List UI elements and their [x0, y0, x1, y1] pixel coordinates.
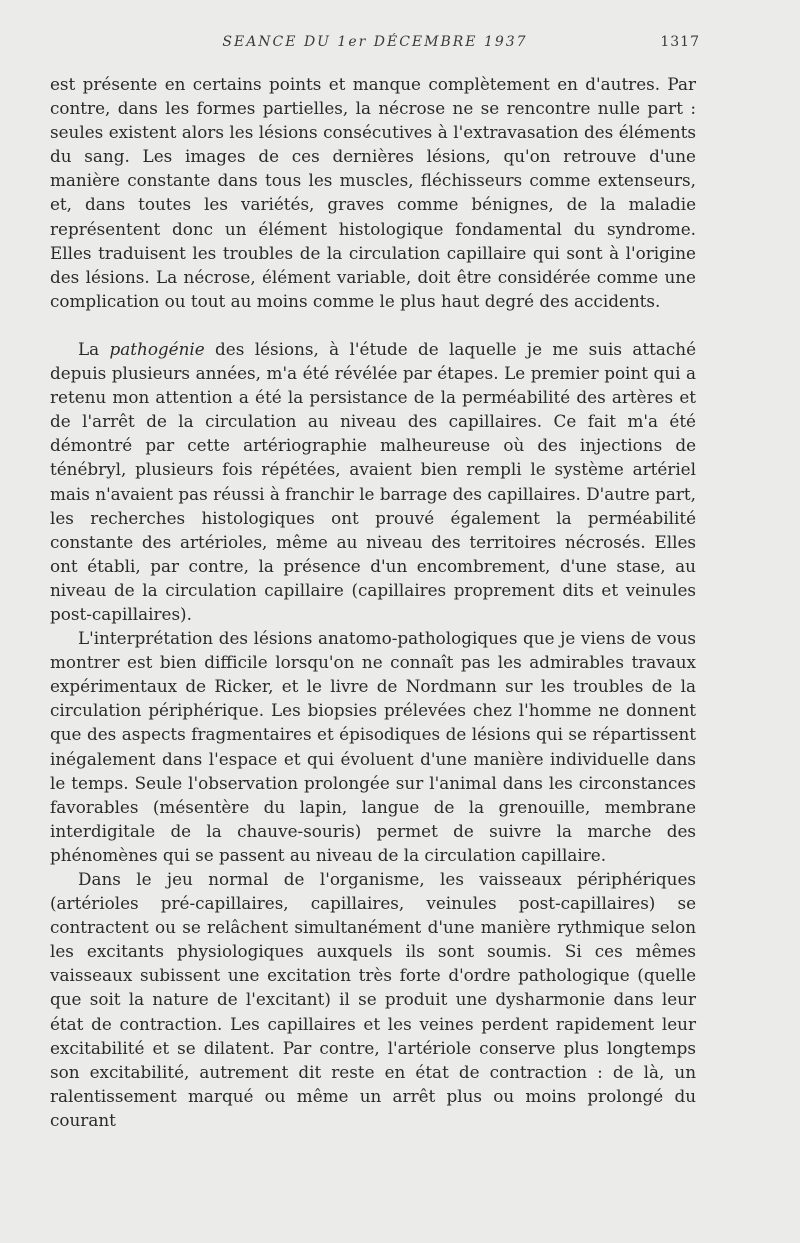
body-text — [50, 72, 696, 1132]
running-head: SEANCE DU 1er DÉCEMBRE 1937 — [222, 34, 528, 50]
page-number: 1317 — [660, 34, 700, 50]
paragraph-2-body: des lésions, à l'étude de laquelle je me suis attaché depuis plusieurs années, m'a été révélée par étapes. Le premier point qui a retenu mon attention a été la persistance de la perméabilité des artères et de l'arrêt de la circulation au niveau des capillaires. Ce fait m'a été démontré par cette artériographie malheureuse où des injections de ténébryl, plusieurs fois répétées, avaient bien rempli le système artériel mais n'avaient pas réussi à franchir le barrage des capillaires. D'autre part, les recherches histologiques ont prouvé également la perméabilité constante des artérioles, même au niveau des territoires nécrosés. Elles ont établi, par contre, la présence d'un encombrement, d'une stase, au niveau de la circulation capillaire (capillaires proprement dits et veinules post-capillaires). — [50, 338, 697, 624]
pathogenie-term: pathogénie — [109, 338, 205, 359]
paragraph-2-lead: La — [78, 338, 110, 359]
paragraph-4: Dans le jeu normal de l'organisme, les vaisseaux périphériques (artérioles pré-capillaires, capillaires, veinules post-capillaires) se contractent ou se relâchent simultanément d'une manière rythmique selon les excitants physiologiques auxquels ils sont soumis. Si ces mêmes vaisseaux subissent une excitation très forte d'ordre pathologique (quelle que soit la nature de l'excitant) il se produit une dysharmonie dans leur état de contraction. Les capillaires et les veines perdent rapidement leur excitabilité et se dilatent. Par contre, l'artériole conserve plus longtemps son excitabilité, autrement dit reste en état de contraction : de là, un ralentissement marqué ou même un arrêt plus ou moins prolongé du courant — [50, 869, 696, 1130]
paragraph-1: est présente en certains points et manque complètement en d'autres. Par contre, dans les formes partielles, la nécrose ne se rencontre nulle part : seules existent alors les lésions consécutives à l'extravasation des éléments du sang. Les images de ces dernières lésions, qu'on retrouve d'une manière constante dans tous les muscles, fléchisseurs comme extenseurs, et, dans toutes les variétés, graves comme bénignes, de la maladie représentent donc un élément histologique fondamental du syndrome. Elles traduisent les troubles de la circulation capillaire qui sont à l'origine des lésions. La nécrose, élément variable, doit être considérée comme une complication ou tout au moins comme le plus haut degré des accidents. — [50, 74, 696, 311]
paragraph-3: L'interprétation des lésions anatomo-pathologiques que je viens de vous montrer est bien difficile lorsqu'on ne connaît pas les admirables travaux expérimentaux de Ricker, et le livre de Nordmann sur les troubles de la circulation périphérique. Les biopsies prélevées chez l'homme ne donnent que des aspects fragmentaires et épisodiques de lésions qui se répartissent inégalement dans l'espace et qui évoluent d'une manière individuelle dans le temps. Seule l'observation prolongée sur l'animal dans les circonstances favorables (mésentère du lapin, langue de la grenouille, membrane interdigitale de la chauve-souris) permet de suivre la marche des phénomènes qui se passent au niveau de la circulation capillaire. — [50, 628, 696, 865]
paragraph-2 — [50, 337, 696, 626]
